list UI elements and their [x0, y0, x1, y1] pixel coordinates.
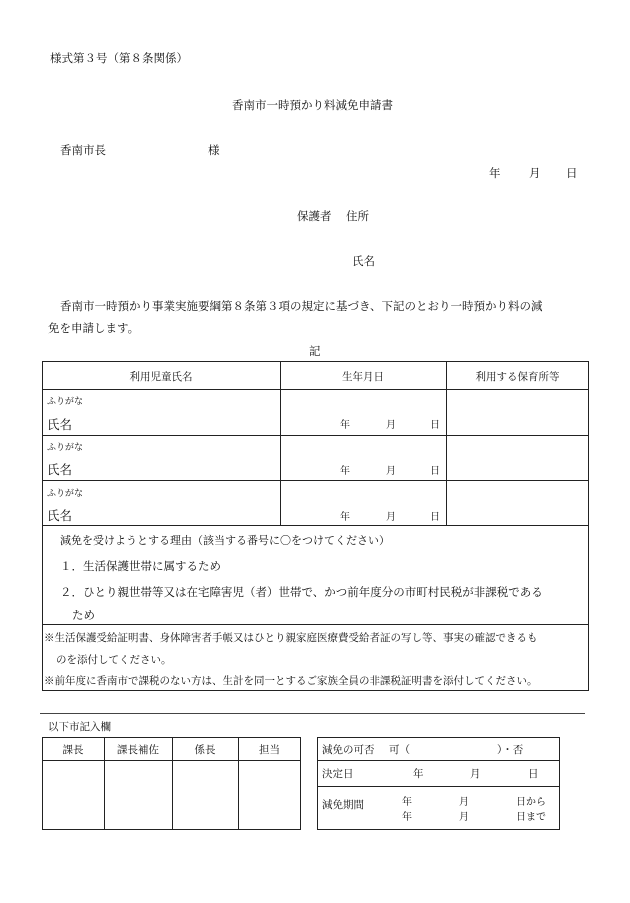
period-from: 日から — [516, 797, 546, 808]
name-label: 氏名 — [352, 254, 375, 268]
period-label: 減免期間 — [322, 799, 364, 811]
furigana-label: ふりがな — [47, 443, 84, 453]
approval-yes: 可（ — [389, 744, 410, 756]
birth-day: 日 — [430, 420, 440, 431]
birth-day: 日 — [430, 512, 440, 523]
header-child-name: 利用児童氏名 — [129, 371, 193, 383]
note-1-cont: のを添付してください。 — [56, 654, 172, 666]
guardian-label: 保護者 — [297, 209, 332, 223]
page-title: 香南市一時預かり料減免申請書 — [232, 98, 393, 112]
honorific: 様 — [208, 143, 220, 157]
date-month: 月 — [529, 166, 541, 180]
ki-label: 記 — [309, 344, 321, 358]
period-from-month: 月 — [459, 797, 469, 808]
stamp-assistant-chief: 課長補佐 — [117, 744, 159, 756]
addressee: 香南市長 — [60, 143, 106, 157]
child-name-label: 氏名 — [47, 417, 73, 432]
approval-no: ）・否 — [497, 744, 524, 756]
date-year: 年 — [489, 166, 501, 180]
approval-label: 減免の可否 — [322, 744, 375, 756]
reason-item-2: ２．ひとり親世帯等又は在宅障害児（者）世帯で、かつ前年度分の市町村民税が非課税である — [60, 585, 543, 599]
decision-year: 年 — [413, 768, 424, 780]
body-text-line1: 香南市一時預かり事業実施要綱第８条第３項の規定に基づき、下記のとおり一時預かり料の減 — [60, 299, 543, 313]
stamp-staff: 担当 — [259, 744, 280, 756]
birth-year: 年 — [340, 512, 350, 523]
date-day: 日 — [566, 166, 578, 180]
birth-day: 日 — [430, 466, 440, 477]
header-birthdate: 生年月日 — [342, 371, 384, 383]
birth-year: 年 — [340, 420, 350, 431]
period-until: 日まで — [516, 812, 546, 823]
separator — [40, 713, 585, 714]
period-to-month: 月 — [459, 812, 469, 823]
furigana-label: ふりがな — [47, 397, 84, 407]
note-2: ※前年度に香南市で課税のない方は、生計を同一とするご家族全員の非課税証明書を添付してください。 — [44, 675, 538, 687]
child-name-label: 氏名 — [47, 508, 73, 523]
birth-year: 年 — [340, 466, 350, 477]
note-1: ※生活保護受給証明書、身体障害者手帳又はひとり親家庭医療費受給者証の写し等、事実の確認できるも — [44, 632, 538, 644]
header-nursery: 利用する保育所等 — [475, 371, 560, 383]
reason-item-1: １．生活保護世帯に属するため — [60, 559, 221, 573]
stamp-section-chief: 課長 — [62, 744, 84, 756]
decision-day: 日 — [528, 768, 539, 780]
birth-month: 月 — [386, 466, 396, 477]
stamp-subsection-chief: 係長 — [194, 744, 216, 756]
body-text-line2: 免を申請します。 — [48, 321, 140, 335]
decision-date-label: 決定日 — [322, 768, 354, 780]
address-label: 住所 — [346, 209, 369, 223]
furigana-label: ふりがな — [47, 489, 84, 499]
office-use-label: 以下市記入欄 — [48, 721, 111, 733]
decision-month: 月 — [470, 768, 481, 780]
reason-item-2-cont: ため — [72, 608, 95, 622]
period-to-year: 年 — [402, 812, 412, 823]
period-from-year: 年 — [402, 797, 412, 808]
form-number: 様式第３号（第８条関係） — [50, 51, 188, 65]
birth-month: 月 — [386, 512, 396, 523]
reason-title: 減免を受けようとする理由（該当する番号に〇をつけてください） — [60, 534, 390, 547]
birth-month: 月 — [386, 420, 396, 431]
child-name-label: 氏名 — [47, 462, 73, 477]
